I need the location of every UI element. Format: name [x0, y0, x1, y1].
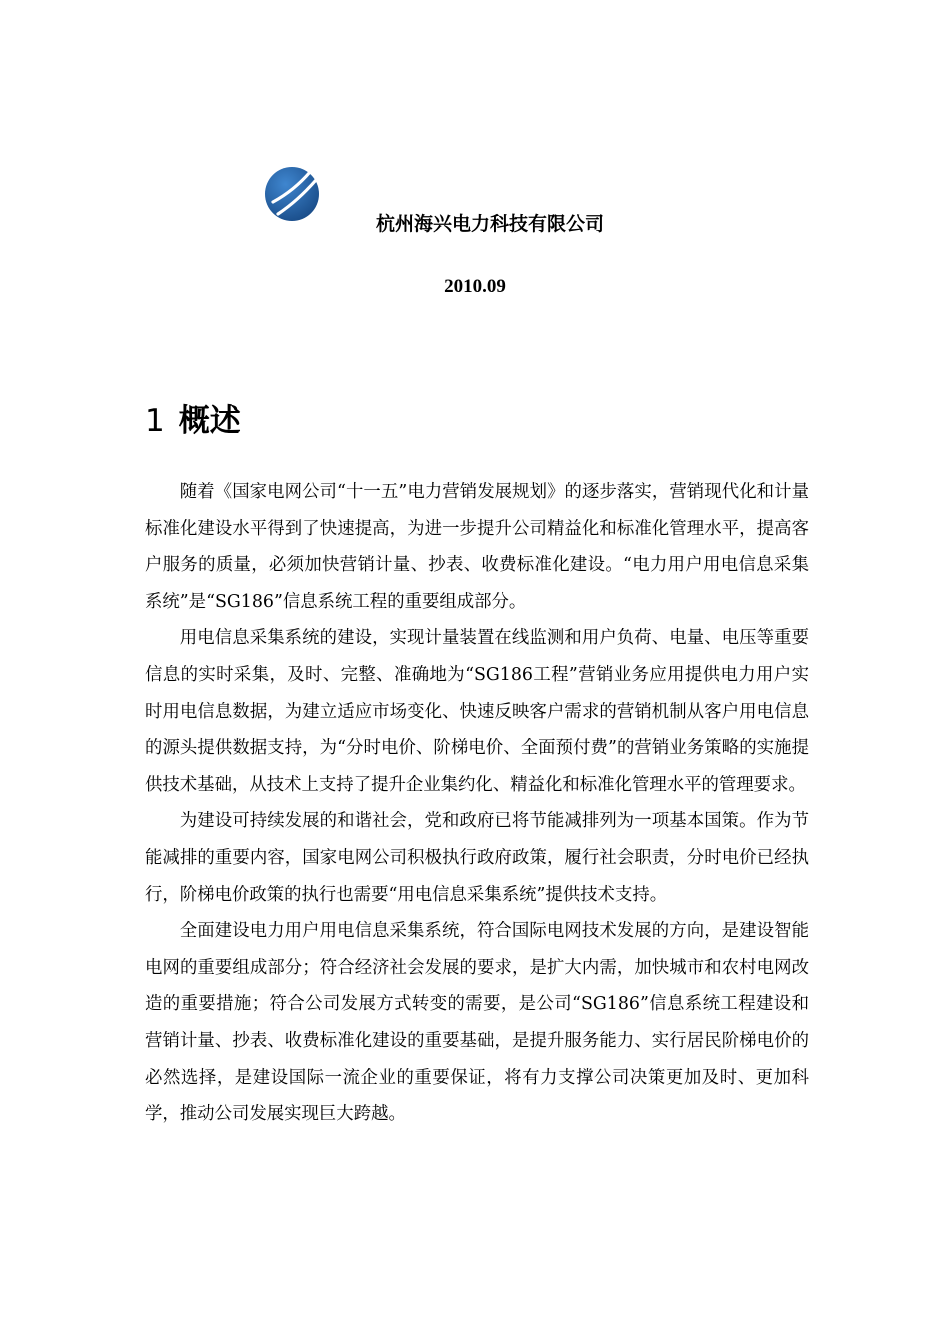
paragraph: 随着《国家电网公司“十一五”电力营销发展规划》的逐步落实，营销现代化和计量标准化建设水平得到了快速提高，为进一步提升公司精益化和标准化管理水平，提高客户服务的质量，必须加快营销计量、抄表、收费标准化建设。“电力用户用电信息采集系统”是“SG186”信息系统工程的重要组成部分。: [145, 482, 809, 612]
section-heading: [145, 398, 241, 444]
section-body: [145, 474, 809, 1133]
document-date: 2010.09: [444, 276, 506, 297]
paragraph: 为建设可持续发展的和谐社会，党和政府已将节能减排列为一项基本国策。作为节能减排的重要内容，国家电网公司积极执行政府政策，履行社会职责，分时电价已经执行，阶梯电价政策的执行也需要“用电信息采集系统”提供技术支持。: [145, 811, 809, 905]
company-name: 杭州海兴电力科技有限公司: [375, 213, 604, 235]
paragraph: 用电信息采集系统的建设，实现计量装置在线监测和用户负荷、电量、电压等重要信息的实时采集，及时、完整、准确地为“SG186工程”营销业务应用提供电力用户实时用电信息数据，为建立适应市场变化、快速反映客户需求的营销机制从客户用电信息的源头提供数据支持，为“分时电价、阶梯电价、全面预付费”的营销业务策略的实施提供技术基础，从技术上支持了提升企业集约化、精益化和标准化管理水平的管理要求。: [145, 628, 809, 795]
section-number: 1: [145, 403, 165, 439]
company-logo-icon: [264, 166, 320, 222]
section-title: 概述: [178, 403, 241, 439]
paragraph: 全面建设电力用户用电信息采集系统，符合国际电网技术发展的方向，是建设智能电网的重要组成部分；符合经济社会发展的要求，是扩大内需，加快城市和农村电网改造的重要措施；符合公司发展方式转变的需要，是公司“SG186”信息系统工程建设和营销计量、抄表、收费标准化建设的重要基础，是提升服务能力、实行居民阶梯电价的必然选择，是建设国际一流企业的重要保证，将有力支撑公司决策更加及时、更加科学，推动公司发展实现巨大跨越。: [145, 921, 809, 1125]
